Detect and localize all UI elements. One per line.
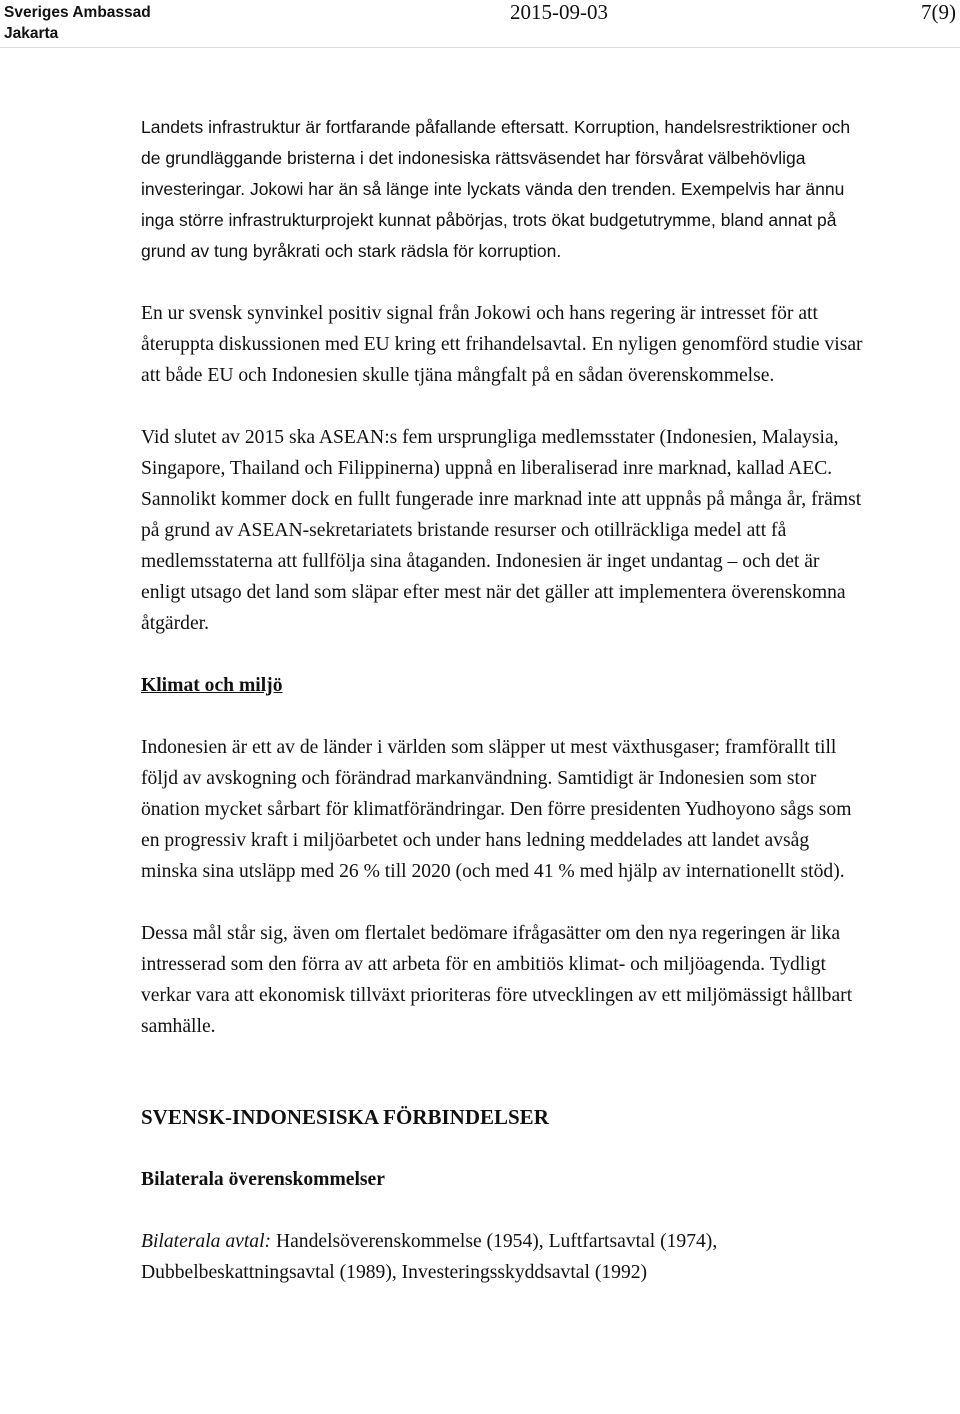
header-organization: [4, 2, 151, 44]
header-divider: [0, 47, 960, 48]
heading-bilateral-agreements: Bilaterala överenskommelser: [141, 1169, 385, 1190]
paragraph-asean: Vid slutet av 2015 ska ASEAN:s fem ursprungliga medlemsstater (Indonesien, Malaysia, Singapore, Thailand och Filippinerna) uppnå en liberaliserad inre marknad, kallad AEC. Sannolikt kommer dock en fullt fungerade inre marknad inte att uppnås på många år, främst på grund av ASEAN-sekretariatets bristande resurser och otillräckliga medel att få medlemsstaterna att fullfölja sina åtaganden. Indonesien är inget undantag – och det är enligt utsago det land som släpar efter mest när det gäller att implementera överenskomna åtgärder.: [141, 427, 862, 634]
paragraph-bilateral-list: [141, 1226, 866, 1288]
document-body: [141, 112, 866, 1319]
bilateral-agreements-text: Handelsöverenskommelse (1954), Luftfartsavtal (1974), Dubbelbeskattningsavtal (1989), Investeringsskyddsavtal (1992): [141, 1231, 718, 1283]
paragraph-emissions: Indonesien är ett av de länder i världen som släpper ut mest växthusgaser; framförallt till följd av avskogning och förändrad markanvändning. Samtidigt är Indonesien som stor önation mycket sårbart för klimatförändringar. Den förre presidenten Yudhoyono sågs som en progressiv kraft i miljöarbetet och under hans ledning meddelades att landet avsåg minska sina utsläpp med 26 % till 2020 (och med 41 % med hjälp av internationellt stöd).: [141, 737, 852, 882]
heading-swedish-indonesian-relations: SVENSK-INDONESISKA FÖRBINDELSER: [141, 1105, 549, 1129]
bilateral-label: Bilaterala avtal:: [141, 1231, 272, 1252]
header-org-city: Jakarta: [4, 25, 59, 42]
paragraph-infrastructure: Landets infrastruktur är fortfarande påfallande eftersatt. Korruption, handelsrestriktioner och de grundläggande bristerna i det indonesiska rättsväsendet har försvårat välbehövliga investeringar. Jokowi har än så länge inte lyckats vända den trenden. Exempelvis har ännu inga större infrastrukturprojekt kunnat påbörjas, trots ökat budgetutrymme, bland annat på grund av tung byråkrati och stark rädsla för korruption.: [141, 117, 851, 261]
header-date: 2015-09-03: [510, 0, 608, 24]
header-page-number: 7(9): [921, 0, 956, 24]
paragraph-climate-goals: Dessa mål står sig, även om flertalet bedömare ifrågasätter om den nya regeringen är lika intresserad som den förra av att arbeta för en ambitiös klimat- och miljöagenda. Tydligt verkar vara att ekonomisk tillväxt prioriteras före utvecklingen av ett miljömässigt hållbart samhälle.: [141, 923, 853, 1037]
heading-climate: Klimat och miljö: [141, 675, 283, 696]
header-org-name: Sveriges Ambassad: [4, 4, 151, 21]
paragraph-free-trade: En ur svensk synvinkel positiv signal från Jokowi och hans regering är intresset för att återuppta diskussionen med EU kring ett frihandelsavtal. En nyligen genomförd studie visar att både EU och Indonesien skulle tjäna mångfalt på en sådan överenskommelse.: [141, 303, 863, 386]
